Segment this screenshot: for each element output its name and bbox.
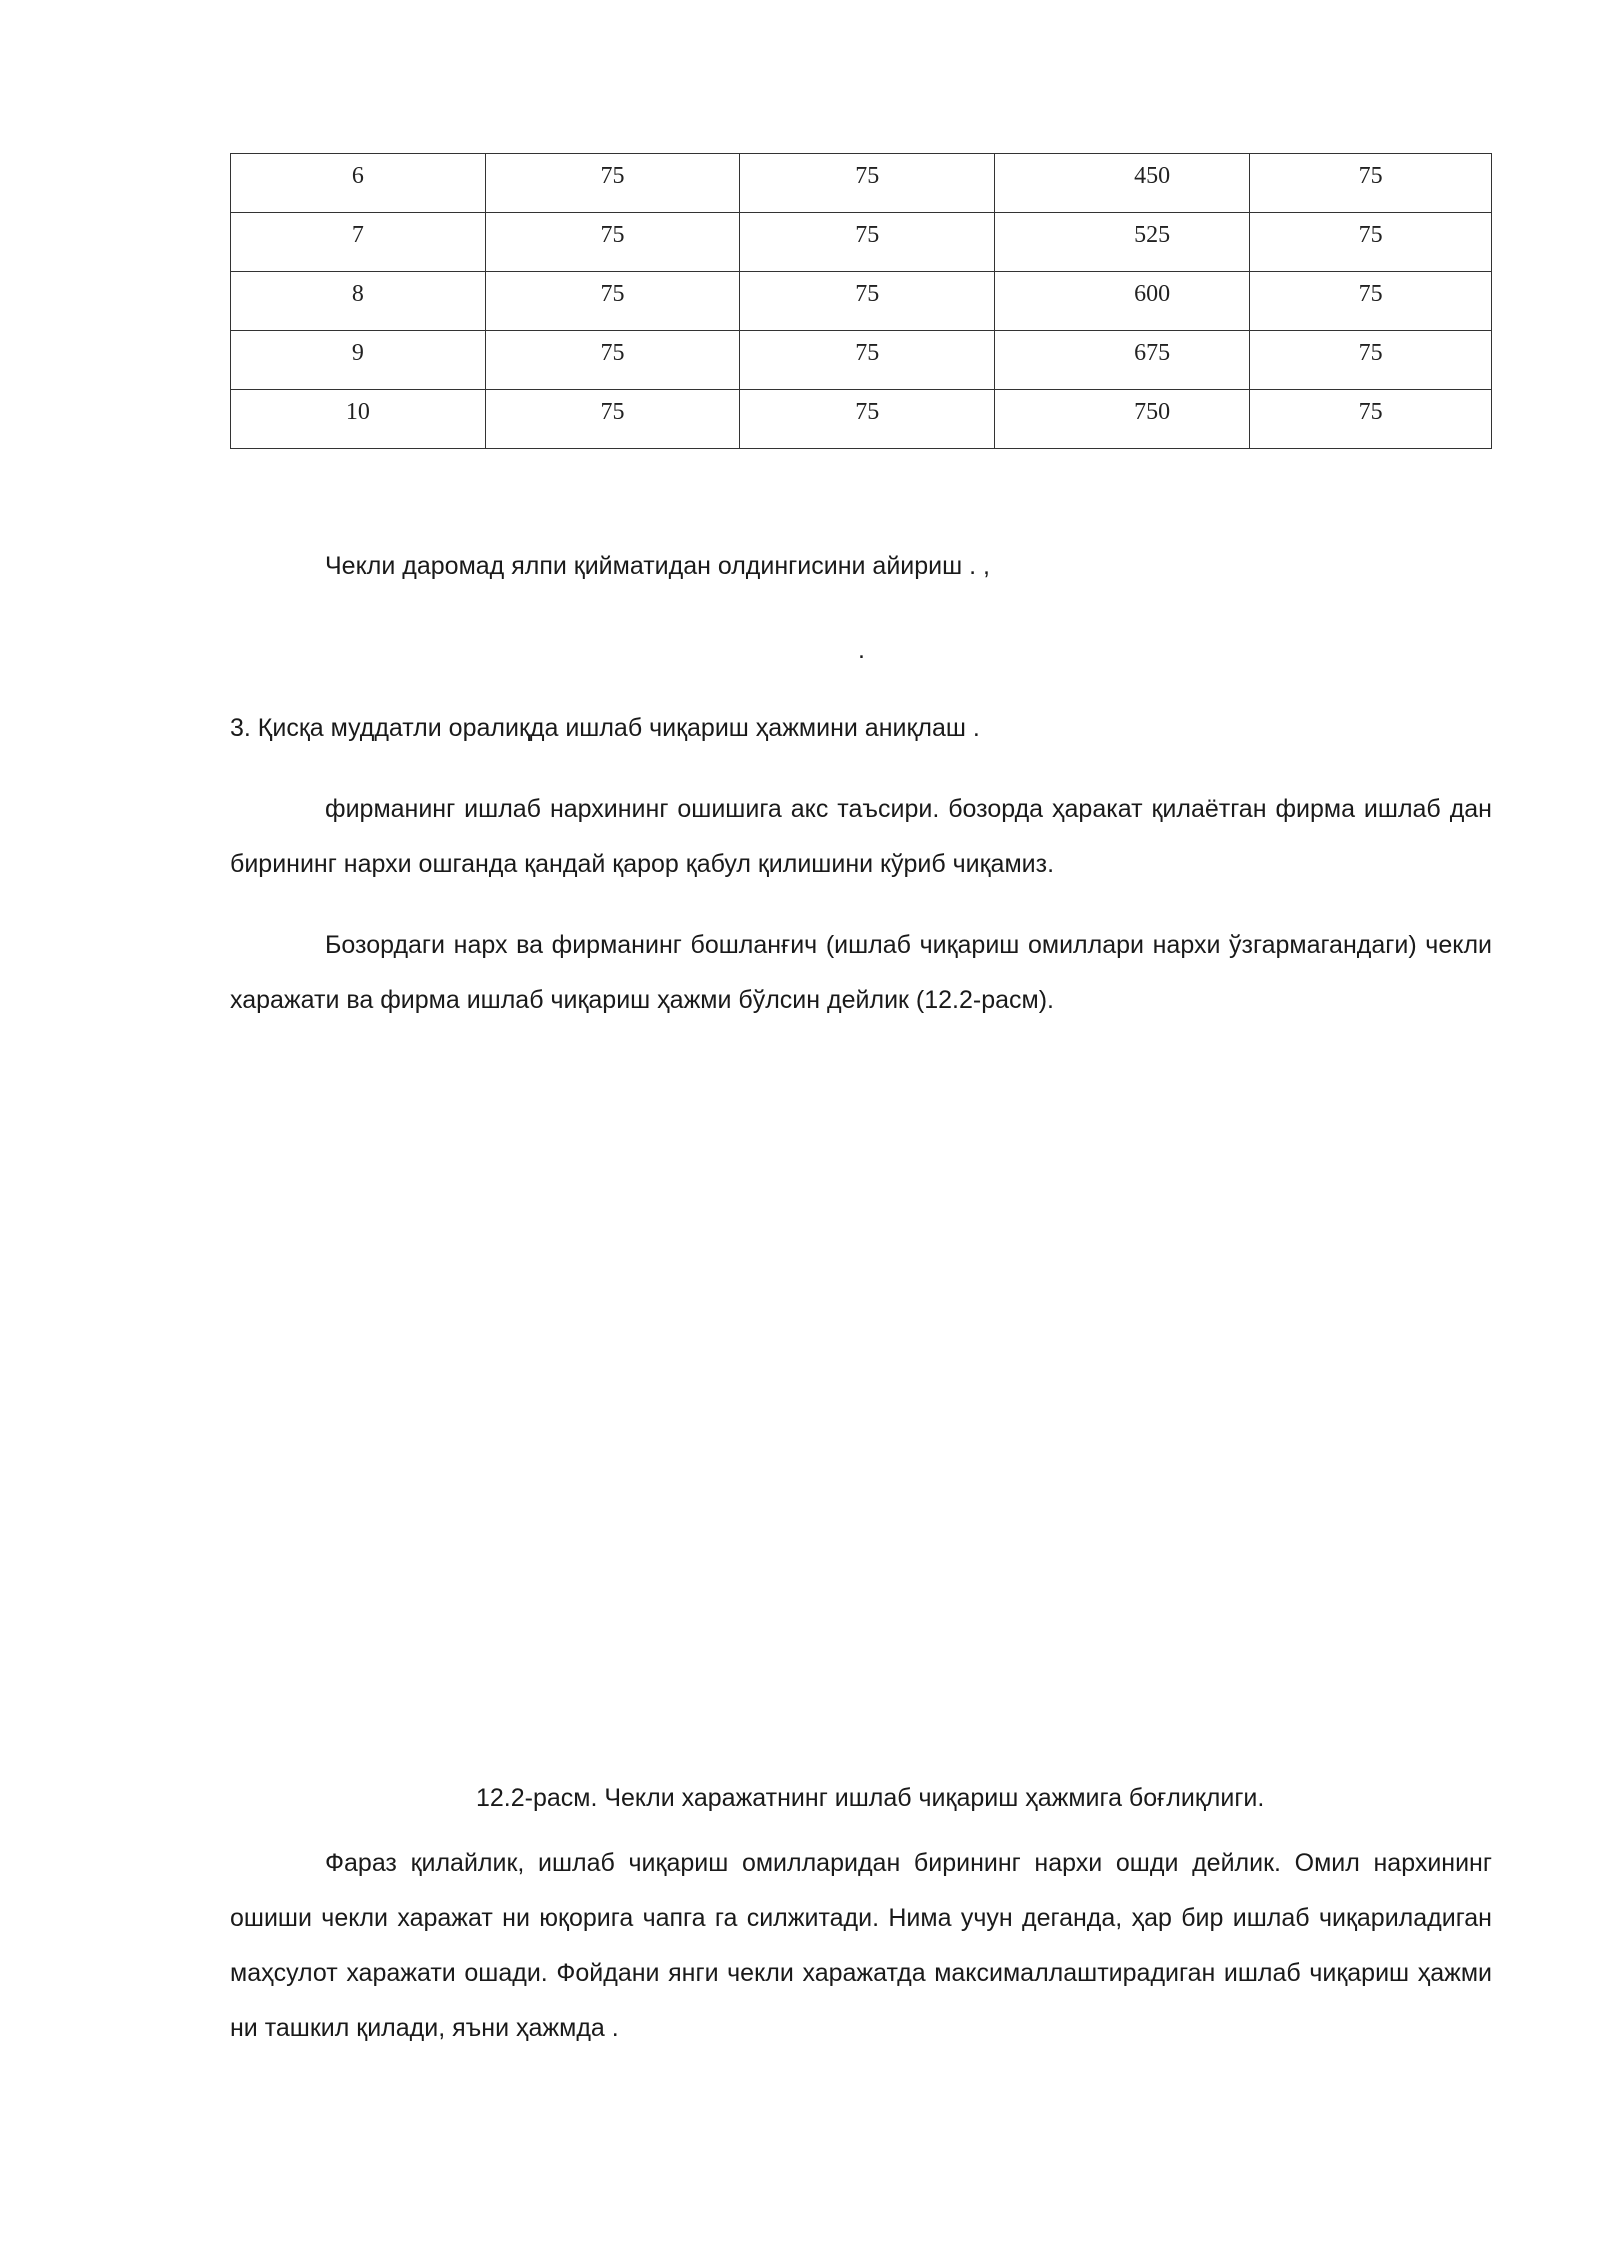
table-row <box>231 390 1492 449</box>
table-cell: 75 <box>740 390 995 449</box>
data-table <box>230 153 1492 449</box>
table-cell: 75 <box>485 213 740 272</box>
dot-line: . <box>858 636 865 664</box>
table-cell: 75 <box>485 331 740 390</box>
table-cell: 75 <box>1250 390 1492 449</box>
table-cell: 7 <box>231 213 486 272</box>
table-cell: 10 <box>231 390 486 449</box>
table-cell: 9 <box>231 331 486 390</box>
marginal-revenue-note: Чекли даромад ялпи қийматидан олдингисини айириш . , <box>325 552 990 580</box>
table-cell: 450 <box>995 154 1250 213</box>
table-cell: 600 <box>995 272 1250 331</box>
table-cell: 8 <box>231 272 486 331</box>
table-row <box>231 154 1492 213</box>
table-row <box>231 272 1492 331</box>
table-cell: 750 <box>995 390 1250 449</box>
paragraph-price-effect: фирманинг ишлаб нархининг ошишига акс таъсири. бозорда ҳаракат қилаётган фирма ишлаб дан бирининг нархи ошганда қандай қарор қабул қилишини кўриб чиқамиз. <box>230 795 1492 878</box>
table-cell: 75 <box>740 272 995 331</box>
table-cell: 525 <box>995 213 1250 272</box>
table-cell: 75 <box>485 154 740 213</box>
table-cell: 75 <box>485 272 740 331</box>
table-row <box>231 331 1492 390</box>
table-cell: 75 <box>740 331 995 390</box>
table-row <box>231 213 1492 272</box>
paragraph-assume: Фараз қилайлик, ишлаб чиқариш омилларидан бирининг нархи ошди дейлик. Омил нархининг ошиши чекли харажат ни юқорига чапга га силжитади. Нима учун деганда, ҳар бир ишлаб чиқариладиган маҳсулот харажати ошади. Фойдани янги чекли харажатда максималлаштирадиган ишлаб чиқариш ҳажми ни ташкил қилади, яъни ҳажмда . <box>230 1849 1492 2042</box>
paragraph-market-price: Бозордаги нарх ва фирманинг бошланғич (ишлаб чиқариш омиллари нархи ўзгармагандаги) чекли харажати ва фирма ишлаб чиқариш ҳажми бўлсин дейлик (12.2-расм). <box>230 931 1492 1014</box>
table-cell: 75 <box>1250 272 1492 331</box>
section-heading: 3. Қисқа муддатли оралиқда ишлаб чиқариш ҳажмини аниқлаш . <box>230 714 980 742</box>
figure-caption: 12.2-расм. Чекли харажатнинг ишлаб чиқариш ҳажмига боғлиқлиги. <box>476 1784 1265 1812</box>
table-cell: 75 <box>1250 213 1492 272</box>
table-cell: 75 <box>740 154 995 213</box>
table-cell: 675 <box>995 331 1250 390</box>
table-cell: 75 <box>740 213 995 272</box>
table-cell: 75 <box>1250 331 1492 390</box>
table-cell: 6 <box>231 154 486 213</box>
table-cell: 75 <box>485 390 740 449</box>
table-cell: 75 <box>1250 154 1492 213</box>
